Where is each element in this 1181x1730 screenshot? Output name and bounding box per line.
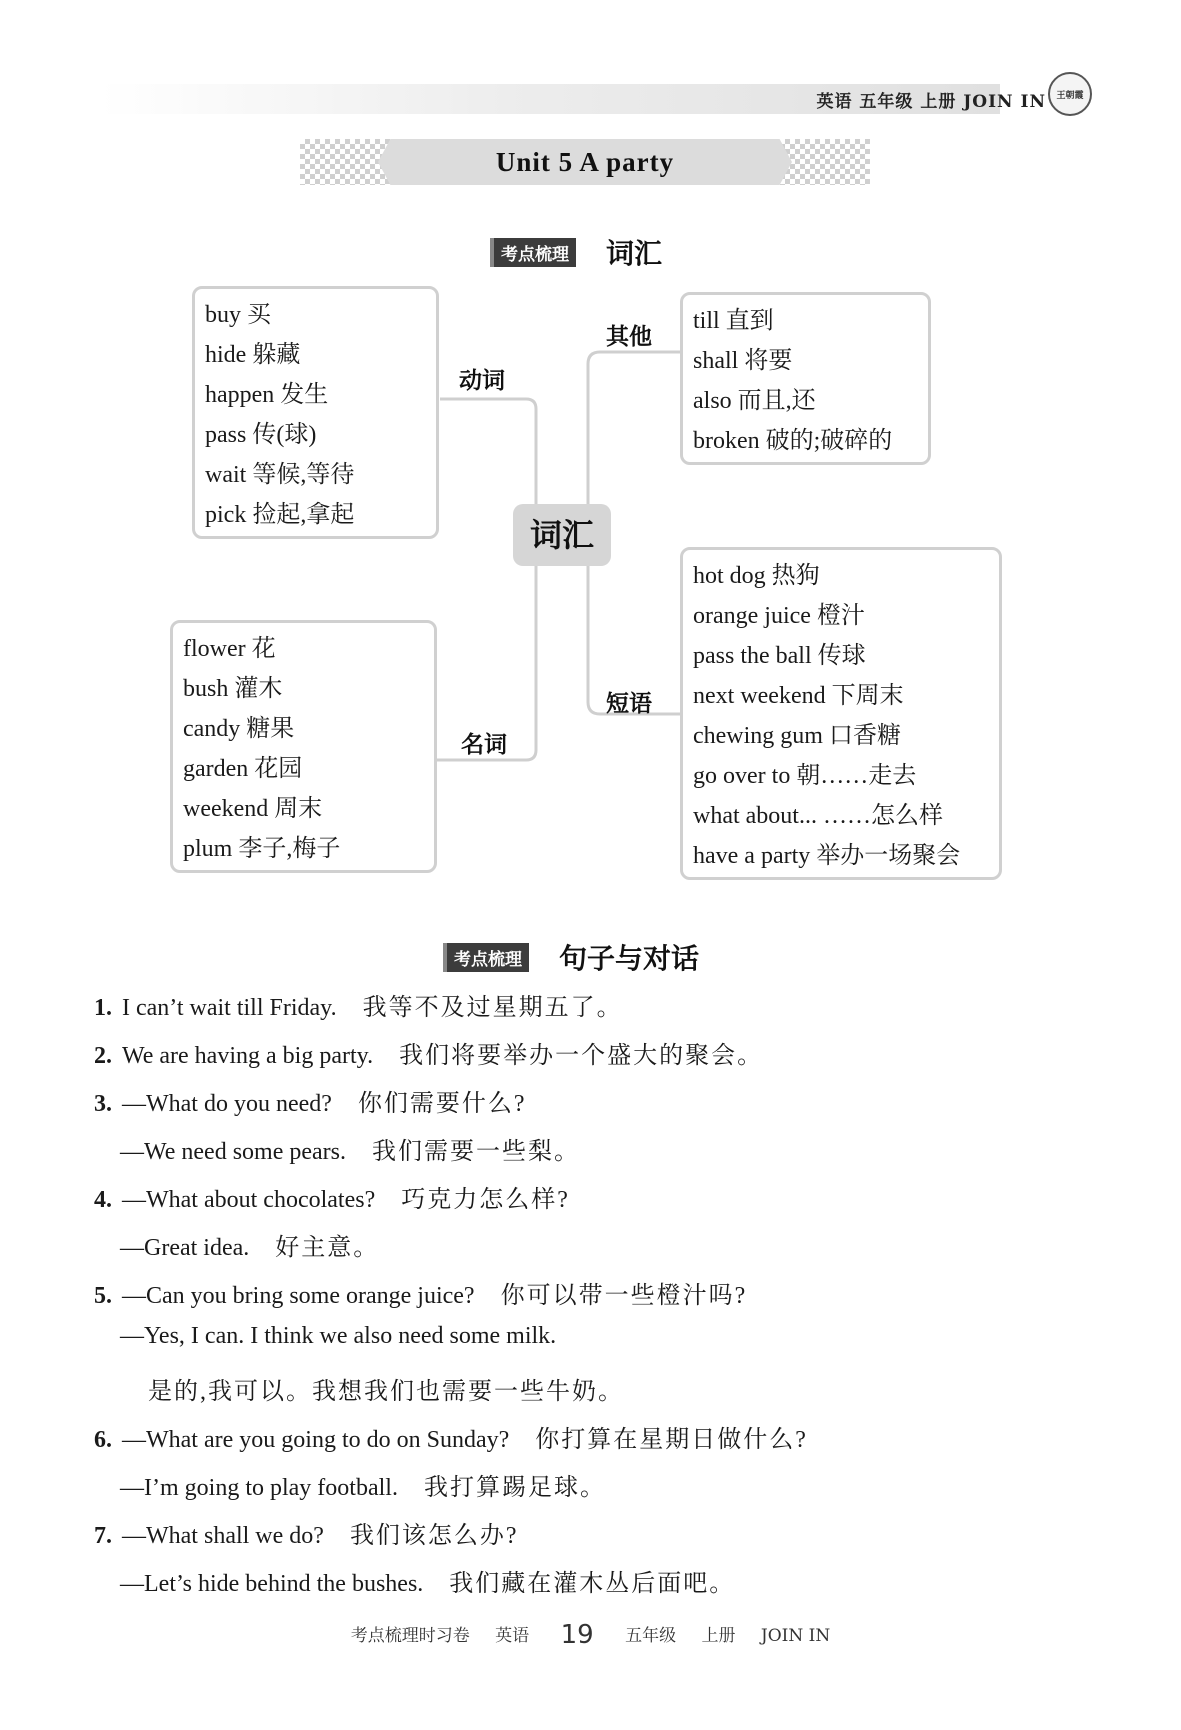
list-item: also 而且,还 [693,388,816,414]
page-number: 19 [560,1620,594,1650]
list-item: happen 发生 [205,382,329,408]
sentence-line: 2. We are having a big party. 我们将要举办一个盛大的聚会。 [94,1043,764,1069]
list-item: broken 破的;破碎的 [693,428,893,454]
others-box [680,292,931,465]
list-item: hide 躲藏 [205,342,301,368]
phrases-label: 短语 [606,691,652,717]
footer-edition: JOIN IN [760,1626,831,1646]
list-item: plum 李子,梅子 [183,836,341,862]
list-item: buy 买 [205,302,271,328]
sentence-line: 4. —What about chocolates? 巧克力怎么样? [94,1187,570,1213]
sentence-line: 是的,我可以。我想我们也需要一些牛奶。 [148,1379,624,1405]
list-item: pass the ball 传球 [693,643,866,669]
list-item: chewing gum 口香糖 [693,723,901,749]
list-item: flower 花 [183,636,276,662]
list-item: what about... ……怎么样 [693,803,943,829]
others-label: 其他 [606,324,652,350]
sentence-line: —Great idea. 好主意。 [120,1235,380,1261]
unit-title: Unit 5 A party [495,147,675,177]
list-item: shall 将要 [693,348,793,374]
mindmap-center: 词汇 [513,504,611,566]
verbs-label: 动词 [459,368,505,394]
page-footer [0,1618,1181,1648]
list-item: bush 灌木 [183,676,283,702]
list-item: pass 传(球) [205,422,317,448]
footer-term: 上册 [701,1626,736,1646]
connector-verbs [440,399,536,505]
footer-series: 考点梳理时习卷 [350,1626,470,1646]
verbs-box [192,286,439,539]
sentence-line: 7. —What shall we do? 我们该怎么办? [94,1523,519,1549]
footer-grade: 五年级 [625,1626,677,1646]
sentence-line: —Let’s hide behind the bushes. 我们藏在灌木丛后面吧。 [120,1571,736,1597]
list-item: next weekend 下周末 [693,683,904,709]
sentence-line: —Yes, I can. I think we also need some milk. [120,1323,557,1349]
list-item: have a party 举办一场聚会 [693,843,961,869]
sentence-line: —We need some pears. 我们需要一些梨。 [120,1139,580,1165]
nouns-box [170,620,437,873]
section-title: 词汇 [606,237,663,270]
sentence-line: 5. —Can you bring some orange juice? 你可以带一些橙汁吗? [94,1283,748,1309]
sentence-line: —I’m going to play football. 我打算踢足球。 [120,1475,606,1501]
list-item: garden 花园 [183,756,303,782]
seal-text: 王朝霞 [1056,90,1084,101]
list-item: go over to 朝……走去 [693,763,917,789]
sentence-line: 6. —What are you going to do on Sunday? 你打算在星期日做什么? [94,1427,808,1453]
section-badge: 考点梳理 [443,943,529,972]
section-badge: 考点梳理 [490,238,576,267]
list-item: pick 捡起,拿起 [205,502,355,528]
connector-others [588,352,680,505]
list-item: candy 糖果 [183,716,295,742]
sentence-line: 1. I can’t wait till Friday. 我等不及过星期五了。 [94,995,623,1021]
list-item: hot dog 热狗 [693,563,820,589]
sentence-line: 3. —What do you need? 你们需要什么? [94,1091,527,1117]
section-title: 句子与对话 [559,942,700,975]
phrases-box [680,547,1002,880]
footer-subject: 英语 [495,1626,530,1646]
list-item: till 直到 [693,308,774,334]
list-item: wait 等候,等待 [205,462,355,488]
list-item: orange juice 橙汁 [693,603,865,629]
nouns-label: 名词 [461,732,507,758]
header-text: 英语 五年级 上册 JOIN IN [816,92,1046,112]
sentence-section-heading [443,937,699,977]
list-item: weekend 周末 [183,796,323,822]
